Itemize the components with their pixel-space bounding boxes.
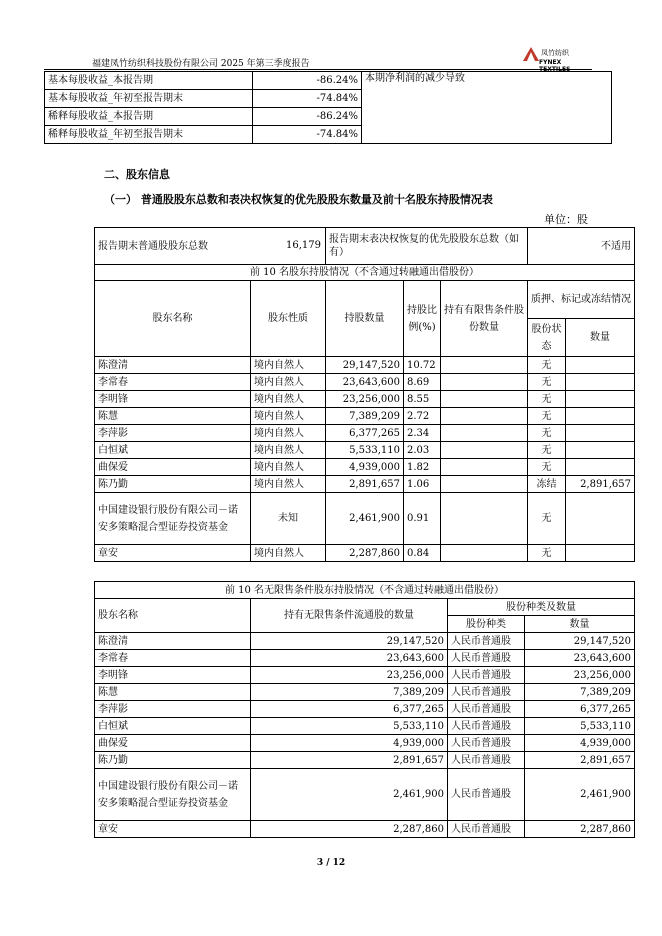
logo-cn-text: 凤竹纺织	[541, 49, 569, 57]
cell-status: 无	[528, 408, 566, 425]
col-header-qty: 持股数量	[326, 281, 404, 357]
cell-ratio: 8.69	[404, 374, 441, 391]
cell-status: 无	[528, 493, 566, 545]
col-header-class-group: 股份种类及数量	[448, 599, 635, 616]
table-row	[95, 408, 635, 425]
summary-value1: 16,179	[286, 240, 321, 251]
cell-status: 无	[528, 545, 566, 562]
page-number: 3 / 12	[316, 858, 346, 868]
cell-count	[566, 442, 635, 459]
logo-en-text: FYNEX TEXTILES	[539, 59, 571, 73]
cell-name: 曲保爱	[95, 735, 251, 752]
cell-count: 2,287,860	[525, 821, 635, 838]
table-row	[95, 493, 635, 545]
table-row	[95, 718, 635, 735]
cell-count: 29,147,520	[525, 633, 635, 650]
cell-qty: 2,891,657	[251, 752, 448, 769]
cell-qty: 5,533,110	[251, 718, 448, 735]
cell-qty: 29,147,520	[251, 633, 448, 650]
cell-name: 曲保爱	[95, 459, 251, 476]
eps-table	[44, 71, 612, 144]
eps-label: 基本每股收益_年初至报告期末	[45, 90, 253, 108]
table-header-row	[95, 599, 635, 616]
cell-restricted	[441, 408, 528, 425]
table-row	[95, 650, 635, 667]
table-row	[95, 667, 635, 684]
cell-name: 中国建设银行股份有限公司－诺安多策略混合型证券投资基金	[95, 769, 251, 821]
unrestricted-title: 前 10 名无限售条件股东持股情况（不含通过转融通出借股份）	[95, 582, 635, 599]
cell-name: 白恒斌	[95, 718, 251, 735]
cell-count: 2,891,657	[525, 752, 635, 769]
cell-kind: 人民币普通股	[448, 667, 525, 684]
table-row	[95, 582, 635, 599]
cell-qty: 23,643,600	[251, 650, 448, 667]
table-row	[95, 459, 635, 476]
cell-name: 白恒斌	[95, 442, 251, 459]
cell-kind: 人民币普通股	[448, 701, 525, 718]
table-row	[95, 476, 635, 493]
col-header-name: 股东名称	[95, 599, 251, 633]
cell-ratio: 1.06	[404, 476, 441, 493]
table-row	[95, 684, 635, 701]
cell-qty: 4,939,000	[326, 459, 404, 476]
summary-label1-text: 报告期末普通股股东总数	[98, 240, 208, 252]
cell-count: 23,256,000	[525, 667, 635, 684]
cell-qty: 2,287,860	[326, 545, 404, 562]
eps-label: 基本每股收益_本报告期	[45, 72, 253, 90]
cell-status: 冻结	[528, 476, 566, 493]
cell-nature: 境内自然人	[251, 459, 326, 476]
table-row	[95, 391, 635, 408]
cell-qty: 23,256,000	[326, 391, 404, 408]
cell-restricted	[441, 425, 528, 442]
cell-nature: 境内自然人	[251, 476, 326, 493]
eps-label: 稀释每股收益_本报告期	[45, 108, 253, 126]
cell-kind: 人民币普通股	[448, 684, 525, 701]
cell-count: 7,389,209	[525, 684, 635, 701]
table-row	[95, 735, 635, 752]
table-row	[95, 442, 635, 459]
cell-nature: 境内自然人	[251, 374, 326, 391]
cell-ratio: 0.84	[404, 545, 441, 562]
cell-qty: 23,256,000	[251, 667, 448, 684]
cell-kind: 人民币普通股	[448, 650, 525, 667]
unit-label: 单位：股	[544, 213, 588, 226]
cell-status: 无	[528, 425, 566, 442]
cell-qty: 2,287,860	[251, 821, 448, 838]
cell-qty: 29,147,520	[326, 357, 404, 374]
cell-restricted	[441, 545, 528, 562]
cell-count	[566, 391, 635, 408]
col-header-kind: 股份种类	[448, 616, 525, 633]
cell-name: 陈乃勤	[95, 476, 251, 493]
cell-kind: 人民币普通股	[448, 821, 525, 838]
eps-reason: 本期净利润的减少导致	[362, 72, 612, 144]
cell-count	[566, 545, 635, 562]
table-row	[95, 545, 635, 562]
table-row	[95, 228, 635, 265]
header-divider	[44, 69, 592, 70]
cell-count: 5,533,110	[525, 718, 635, 735]
table-row	[95, 769, 635, 821]
cell-kind: 人民币普通股	[448, 633, 525, 650]
cell-count: 2,461,900	[525, 769, 635, 821]
table-row	[95, 374, 635, 391]
col-header-count: 数量	[525, 616, 635, 633]
cell-name: 李萍影	[95, 425, 251, 442]
cell-restricted	[441, 459, 528, 476]
cell-name: 陈乃勤	[95, 752, 251, 769]
cell-name: 李常春	[95, 374, 251, 391]
cell-status: 无	[528, 391, 566, 408]
cell-qty: 2,461,900	[251, 769, 448, 821]
table-row	[95, 821, 635, 838]
cell-count: 6,377,265	[525, 701, 635, 718]
cell-nature: 境内自然人	[251, 408, 326, 425]
cell-status: 无	[528, 357, 566, 374]
cell-restricted	[441, 374, 528, 391]
cell-count	[566, 493, 635, 545]
cell-status: 无	[528, 442, 566, 459]
page-header-title: 福建凤竹纺织科技股份有限公司 2025 年第三季度报告	[92, 59, 310, 69]
col-header-nature: 股东性质	[251, 281, 326, 357]
summary-label2: 报告期末表决权恢复的优先股股东总数（如有）	[329, 234, 519, 258]
cell-count: 4,939,000	[525, 735, 635, 752]
cell-restricted	[441, 442, 528, 459]
table-header-row	[95, 281, 635, 319]
cell-name: 陈慧	[95, 408, 251, 425]
cell-ratio: 0.91	[404, 493, 441, 545]
cell-nature: 境内自然人	[251, 425, 326, 442]
col-header-ratio: 持股比例(%)	[404, 281, 441, 357]
col-header-status: 股份状态	[528, 319, 566, 357]
col-header-qty: 持有无限售条件流通股的数量	[251, 599, 448, 633]
subsection-title: （一） 普通股股东总数和表决权恢复的优先股股东数量及前十名股东持股情况表	[104, 193, 493, 206]
cell-name: 李常春	[95, 650, 251, 667]
cell-status: 无	[528, 459, 566, 476]
col-header-name: 股东名称	[95, 281, 251, 357]
cell-qty: 6,377,265	[326, 425, 404, 442]
cell-name: 陈澄清	[95, 633, 251, 650]
cell-kind: 人民币普通股	[448, 769, 525, 821]
table-row	[95, 265, 635, 281]
cell-nature: 境内自然人	[251, 545, 326, 562]
cell-qty: 5,533,110	[326, 442, 404, 459]
col-header-restricted: 持有有限售条件股份数量	[441, 281, 528, 357]
cell-nature: 境内自然人	[251, 391, 326, 408]
cell-nature: 境内自然人	[251, 357, 326, 374]
cell-name: 章安	[95, 821, 251, 838]
unrestricted-table	[94, 581, 635, 838]
table-row	[95, 752, 635, 769]
cell-nature: 未知	[251, 493, 326, 545]
table-row	[95, 425, 635, 442]
eps-value: -86.24%	[253, 108, 362, 126]
cell-restricted	[441, 391, 528, 408]
summary-value2: 不适用	[528, 228, 635, 265]
eps-value: -86.24%	[253, 72, 362, 90]
cell-ratio: 8.55	[404, 391, 441, 408]
cell-count: 2,891,657	[566, 476, 635, 493]
cell-name: 陈澄清	[95, 357, 251, 374]
cell-ratio: 2.34	[404, 425, 441, 442]
cell-count: 23,643,600	[525, 650, 635, 667]
cell-kind: 人民币普通股	[448, 752, 525, 769]
cell-qty: 7,389,209	[326, 408, 404, 425]
cell-qty: 23,643,600	[326, 374, 404, 391]
col-header-count: 数量	[566, 319, 635, 357]
cell-nature: 境内自然人	[251, 442, 326, 459]
shareholders-table	[94, 227, 635, 562]
cell-kind: 人民币普通股	[448, 735, 525, 752]
cell-count	[566, 357, 635, 374]
cell-status: 无	[528, 374, 566, 391]
cell-qty: 2,461,900	[326, 493, 404, 545]
cell-count	[566, 374, 635, 391]
table-row	[95, 701, 635, 718]
cell-name: 章安	[95, 545, 251, 562]
table-row	[95, 633, 635, 650]
cell-name: 李明锋	[95, 667, 251, 684]
top10-title: 前 10 名股东持股情况（不含通过转融通出借股份）	[95, 265, 635, 281]
cell-restricted	[441, 493, 528, 545]
cell-qty: 4,939,000	[251, 735, 448, 752]
cell-count	[566, 459, 635, 476]
cell-count	[566, 408, 635, 425]
section-title-shareholders: 二、股东信息	[104, 168, 170, 181]
cell-name: 李萍影	[95, 701, 251, 718]
cell-qty: 2,891,657	[326, 476, 404, 493]
company-logo	[521, 46, 593, 73]
cell-name: 陈慧	[95, 684, 251, 701]
cell-restricted	[441, 476, 528, 493]
cell-kind: 人民币普通股	[448, 718, 525, 735]
cell-ratio: 2.72	[404, 408, 441, 425]
eps-value: -74.84%	[253, 90, 362, 108]
cell-ratio: 2.03	[404, 442, 441, 459]
cell-restricted	[441, 357, 528, 374]
table-row	[95, 357, 635, 374]
eps-label: 稀释每股收益_年初至报告期末	[45, 126, 253, 144]
cell-ratio: 10.72	[404, 357, 441, 374]
table-row	[45, 72, 612, 90]
logo-mark-icon	[523, 47, 539, 61]
cell-ratio: 1.82	[404, 459, 441, 476]
col-header-pledge: 质押、标记或冻结情况	[528, 281, 635, 319]
cell-count	[566, 425, 635, 442]
cell-name: 中国建设银行股份有限公司－诺安多策略混合型证券投资基金	[95, 493, 251, 545]
cell-qty: 6,377,265	[251, 701, 448, 718]
cell-name: 李明锋	[95, 391, 251, 408]
summary-label1	[95, 228, 326, 265]
eps-value: -74.84%	[253, 126, 362, 144]
cell-qty: 7,389,209	[251, 684, 448, 701]
